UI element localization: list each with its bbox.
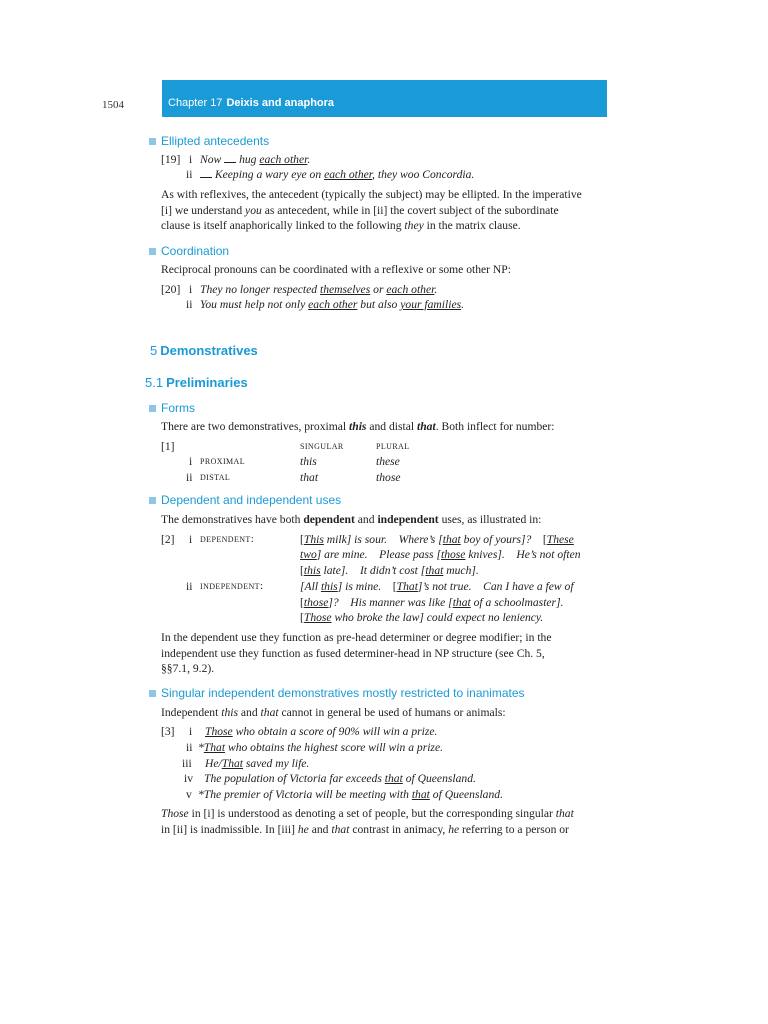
example-3-number: [3]	[161, 725, 175, 738]
independent-line-1: [All this] is mine. [That]’s not true. Can I have a few of	[300, 580, 574, 593]
example-19-ii: Keeping a wary eye on each other, they woo Concordia.	[200, 167, 474, 183]
example-3-row: *The premier of Victoria will be meeting with that of Queensland.	[198, 788, 503, 801]
paragraph-ellipted: As with reflexives, the antecedent (typically the subject) may be ellipted. In the imperative [i] we understand you as antecedent, while in [ii] the covert subject of the subordinate clause is itself anaphorically linked to the following they in the matrix clause.	[161, 188, 582, 232]
label-independent: independent:	[200, 580, 264, 592]
example-3-row: *That who obtains the highest score will win a prize.	[198, 741, 443, 754]
paragraph-dependent: In the dependent use they function as pre-head determiner or degree modifier; in the independent use they function as fused determiner-head in NP structure (see Ch. 5, §§7.1, 9.2).	[161, 631, 552, 675]
example-3-roman: ii	[186, 741, 193, 754]
section-bullet-icon	[149, 690, 156, 697]
chapter-heading	[168, 97, 334, 109]
heading-singular-independent: Singular independent demonstratives mostly restricted to inanimates	[161, 686, 525, 700]
heading-dependent-independent: Dependent and independent uses	[161, 493, 342, 507]
example-3-roman: iii	[182, 757, 192, 770]
page-number: 1504	[102, 99, 124, 111]
heading-coordination: Coordination	[161, 244, 230, 258]
singular-intro: Independent this and that cannot in general be used of humans or animals:	[161, 706, 506, 719]
forms-row-plural: these	[376, 455, 400, 468]
forms-intro: There are two demonstratives, proximal this and distal that. Both inflect for number:	[161, 420, 555, 433]
forms-row-singular: that	[300, 471, 319, 484]
coordination-intro: Reciprocal pronouns can be coordinated with a reflexive or some other NP:	[161, 263, 511, 276]
heading-ellipted-antecedents: Ellipted antecedents	[161, 134, 270, 148]
example-3-roman: v	[186, 788, 192, 801]
example-2-number: [2]	[161, 533, 175, 546]
forms-row-label: proximal	[200, 455, 245, 467]
example-2-ii-roman: ii	[186, 580, 193, 593]
section-bullet-icon	[149, 138, 156, 145]
independent-line-3: [Those who broke the law] could expect no leniency.	[300, 611, 544, 624]
independent-line-2: [those]? His manner was like [that of a schoolmaster].	[300, 596, 564, 609]
example-1-number: [1]	[161, 440, 175, 453]
heading-forms: Forms	[161, 401, 195, 415]
example-20-i-roman: i	[189, 283, 193, 296]
example-3-roman: i	[189, 725, 193, 738]
section-bullet-icon	[149, 248, 156, 255]
section-bullet-icon	[149, 497, 156, 504]
example-3-roman: iv	[184, 772, 194, 785]
example-20-ii: You must help not only each other but also your families.	[200, 298, 465, 311]
dependent-line-2: two] are mine. Please pass [those knives]. He’s not often	[300, 548, 581, 561]
forms-row-roman: ii	[186, 471, 193, 484]
example-20-i: They no longer respected themselves or each other.	[200, 283, 438, 296]
forms-row-roman: i	[189, 455, 193, 468]
chapter-label: Chapter 17	[168, 97, 223, 109]
ellipsis-gap	[200, 168, 212, 178]
example-3-row: The population of Victoria far exceeds that of Queensland.	[204, 772, 476, 785]
example-19-i: Now hug each other.	[200, 153, 311, 166]
example-20-number: [20]	[161, 283, 181, 296]
label-dependent: dependent:	[200, 533, 255, 545]
dependent-line-1: [This milk] is sour. Where’s [that boy of yours]? [These	[300, 533, 574, 546]
subsection-heading-preliminaries: 5.1 Preliminaries	[145, 375, 248, 390]
example-3-row: Those who obtain a score of 90% will win a prize.	[205, 725, 438, 738]
chapter-header-bar	[162, 80, 607, 117]
forms-row-plural: those	[376, 471, 401, 484]
chapter-title: Deixis and anaphora	[226, 97, 335, 109]
example-19-i-roman: i	[189, 153, 193, 166]
column-singular: singular	[300, 440, 344, 452]
dependent-line-3: [this late]. It didn’t cost [that much].	[300, 564, 479, 577]
example-20-ii-roman: ii	[186, 298, 193, 311]
forms-row-label: distal	[200, 471, 231, 483]
ellipsis-gap	[224, 153, 236, 163]
example-19-ii-roman: ii	[186, 168, 193, 181]
example-19-number: [19]	[161, 153, 181, 166]
section-heading-demonstratives: 5 Demonstratives	[150, 343, 258, 358]
forms-row-singular: this	[300, 455, 317, 468]
example-2-i-roman: i	[189, 533, 193, 546]
example-3-row: He/That saved my life.	[205, 757, 310, 770]
dependent-intro: The demonstratives have both dependent and independent uses, as illustrated in:	[161, 513, 542, 526]
section-bullet-icon	[149, 405, 156, 412]
paragraph-singular: Those in [i] is understood as denoting a set of people, but the corresponding singular that in [ii] is inadmissible. In [iii] he and that contrast in animacy, he referring to a person or	[161, 807, 574, 836]
column-plural: plural	[376, 440, 410, 452]
